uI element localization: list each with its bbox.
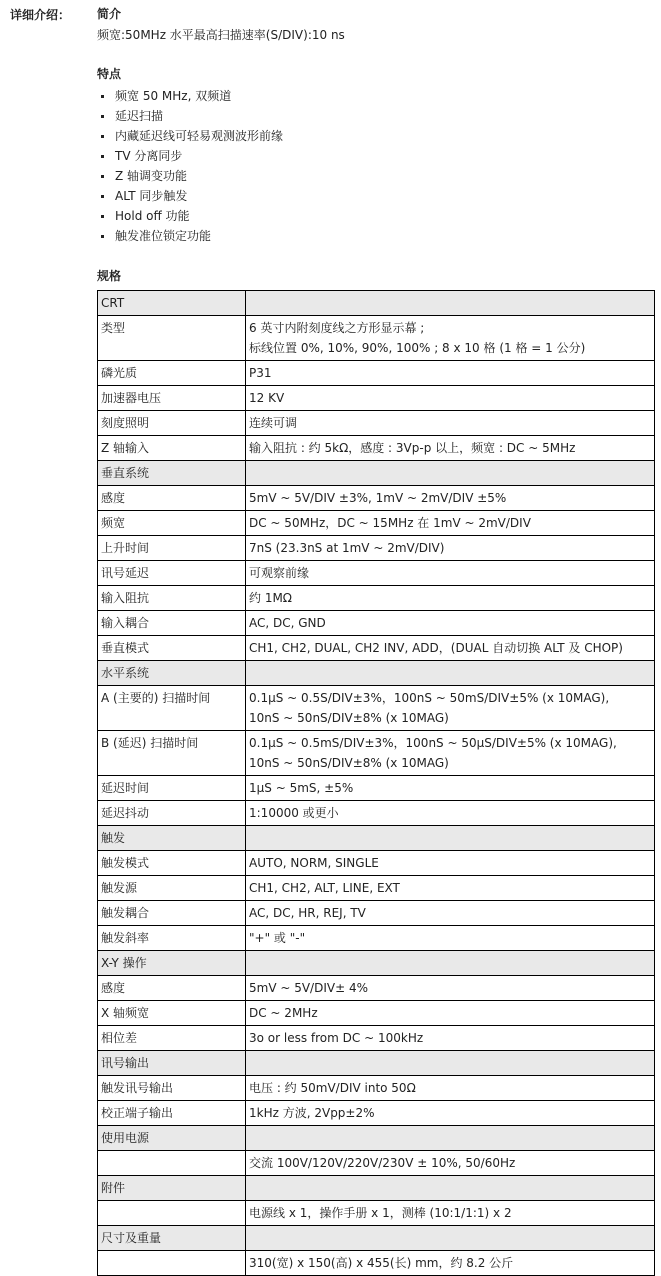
- spec-value-line: 0.1μS ~ 0.5S/DIV±3%，100nS ~ 50mS/DIV±5% (x 10MAG),: [249, 691, 610, 705]
- spec-value: [246, 1201, 655, 1226]
- feature-item: [97, 146, 655, 166]
- intro-text: 频宽:50MHz 水平最高扫描速率(S/DIV):10 ns: [97, 28, 345, 42]
- spec-label: 垂直模式: [98, 636, 246, 661]
- features-heading: 特点: [97, 67, 122, 81]
- bullet-icon: [101, 155, 104, 158]
- spec-label: 延迟抖动: [98, 801, 246, 826]
- spec-group-filler: [246, 1226, 655, 1251]
- spec-label: 感度: [98, 486, 246, 511]
- spec-label: 相位差: [98, 1026, 246, 1051]
- spec-label: A (主要的) 扫描时间: [98, 686, 246, 731]
- spec-row: [98, 411, 655, 436]
- spec-value-line: CH1, CH2, DUAL, CH2 INV, ADD，(DUAL 自动切换 ALT 及 CHOP): [249, 641, 623, 655]
- spec-value-line: 6 英寸内附刻度线之方形显示幕 ;: [249, 321, 425, 335]
- spec-value: [246, 511, 655, 536]
- spec-group-filler: [246, 291, 655, 316]
- spec-label: 校正端子输出: [98, 1101, 246, 1126]
- spec-value-line: 电源线 x 1，操作手册 x 1，测棒 (10:1/1:1) x 2: [249, 1206, 512, 1220]
- spec-value: [246, 1076, 655, 1101]
- spec-row: [98, 436, 655, 461]
- spec-row: [98, 1026, 655, 1051]
- spec-value: [246, 636, 655, 661]
- feature-item: [97, 106, 655, 126]
- spec-value: [246, 901, 655, 926]
- spec-value: [246, 1151, 655, 1176]
- spec-row: [98, 776, 655, 801]
- spec-value: [246, 436, 655, 461]
- bullet-icon: [101, 235, 104, 238]
- spec-group-name: 使用电源: [98, 1126, 246, 1151]
- spec-group-filler: [246, 1176, 655, 1201]
- spec-value-line: 12 KV: [249, 391, 285, 405]
- spec-row: [98, 511, 655, 536]
- spec-row: [98, 386, 655, 411]
- spec-group-name: 触发: [98, 826, 246, 851]
- spec-value: [246, 316, 655, 361]
- spec-label: 触发斜率: [98, 926, 246, 951]
- spec-group-row: [98, 1051, 655, 1076]
- spec-value: [246, 486, 655, 511]
- spec-value-line: CH1, CH2, ALT, LINE, EXT: [249, 881, 400, 895]
- spec-row: [98, 876, 655, 901]
- spec-value-line: 310(宽) x 150(高) x 455(长) mm，约 8.2 公斤: [249, 1256, 514, 1270]
- specs-table: [97, 290, 655, 1276]
- spec-value: [246, 686, 655, 731]
- spec-row: [98, 636, 655, 661]
- spec-value-line: 输入阻抗 : 约 5kΩ，感度 : 3Vp-p 以上，频宽 : DC ~ 5MHz: [249, 441, 576, 455]
- spec-row: [98, 926, 655, 951]
- spec-value-line: "+" 或 "-": [249, 931, 306, 945]
- feature-item: [97, 186, 655, 206]
- spec-group-row: [98, 826, 655, 851]
- spec-value-line: DC ~ 2MHz: [249, 1006, 318, 1020]
- feature-item: [97, 166, 655, 186]
- spec-value: [246, 411, 655, 436]
- spec-row: [98, 731, 655, 776]
- intro-heading: 简介: [97, 7, 122, 21]
- spec-value: [246, 851, 655, 876]
- spec-row: [98, 486, 655, 511]
- spec-row: [98, 801, 655, 826]
- spec-label: [98, 1151, 246, 1176]
- spec-group-name: 尺寸及重量: [98, 1226, 246, 1251]
- features-list: [97, 86, 655, 246]
- spec-label: 频宽: [98, 511, 246, 536]
- spec-row: [98, 1076, 655, 1101]
- spec-label: 触发讯号输出: [98, 1076, 246, 1101]
- spec-value-line: 约 1MΩ: [249, 591, 292, 605]
- spec-row: [98, 1201, 655, 1226]
- spec-label: 刻度照明: [98, 411, 246, 436]
- spec-value-line: AUTO, NORM, SINGLE: [249, 856, 379, 870]
- spec-group-name: 讯号输出: [98, 1051, 246, 1076]
- spec-group-filler: [246, 1126, 655, 1151]
- spec-row: [98, 611, 655, 636]
- spec-row: [98, 536, 655, 561]
- spec-value-line: P31: [249, 366, 272, 380]
- spec-row: [98, 976, 655, 1001]
- spec-group-row: [98, 1126, 655, 1151]
- spec-label: B (延迟) 扫描时间: [98, 731, 246, 776]
- spec-value: [246, 536, 655, 561]
- spec-row: [98, 561, 655, 586]
- bullet-icon: [101, 115, 104, 118]
- spec-label: [98, 1201, 246, 1226]
- spec-group-name: 附件: [98, 1176, 246, 1201]
- spec-label: 上升时间: [98, 536, 246, 561]
- spec-value-line: 可观察前缘: [249, 566, 310, 580]
- spec-value-line: 电压 : 约 50mV/DIV into 50Ω: [249, 1081, 416, 1095]
- spec-label: X 轴频宽: [98, 1001, 246, 1026]
- feature-item: [97, 86, 655, 106]
- feature-text: Z 轴调变功能: [115, 169, 188, 183]
- spec-value: [246, 386, 655, 411]
- spec-value-line: 5mV ~ 5V/DIV± 4%: [249, 981, 368, 995]
- spec-group-row: [98, 1226, 655, 1251]
- spec-label: 讯号延迟: [98, 561, 246, 586]
- feature-text: Hold off 功能: [115, 209, 190, 223]
- spec-row: [98, 586, 655, 611]
- spec-value-line: AC, DC, GND: [249, 616, 326, 630]
- spec-label: 输入耦合: [98, 611, 246, 636]
- spec-label: 输入阻抗: [98, 586, 246, 611]
- feature-text: ALT 同步触发: [115, 189, 188, 203]
- spec-value-line: 1kHz 方波, 2Vpp±2%: [249, 1106, 375, 1120]
- feature-item: [97, 226, 655, 246]
- feature-text: 频宽 50 MHz, 双频道: [115, 89, 232, 103]
- spec-value-line: DC ~ 50MHz，DC ~ 15MHz 在 1mV ~ 2mV/DIV: [249, 516, 531, 530]
- feature-text: 延迟扫描: [115, 109, 164, 123]
- spec-value-line: 交流 100V/120V/220V/230V ± 10%, 50/60Hz: [249, 1156, 516, 1170]
- spec-value-line: 7nS (23.3nS at 1mV ~ 2mV/DIV): [249, 541, 445, 555]
- spec-label: 延迟时间: [98, 776, 246, 801]
- spec-value-line: 1:10000 或更小: [249, 806, 339, 820]
- spec-row: [98, 1001, 655, 1026]
- spec-value-line: 标线位置 0%, 10%, 90%, 100% ; 8 x 10 格 (1 格 = 1 公分): [249, 341, 586, 355]
- spec-value: [246, 586, 655, 611]
- spec-value: [246, 731, 655, 776]
- spec-group-row: [98, 291, 655, 316]
- spec-value-line: 0.1μS ~ 0.5mS/DIV±3%，100nS ~ 50μS/DIV±5% (x 10MAG),: [249, 736, 617, 750]
- spec-value-line: 10nS ~ 50nS/DIV±8% (x 10MAG): [249, 711, 449, 725]
- spec-label: 触发源: [98, 876, 246, 901]
- spec-value: [246, 876, 655, 901]
- spec-group-filler: [246, 826, 655, 851]
- spec-label: 磷光质: [98, 361, 246, 386]
- feature-text: 触发准位锁定功能: [115, 229, 212, 243]
- bullet-icon: [101, 175, 104, 178]
- spec-value: [246, 926, 655, 951]
- spec-value-line: 10nS ~ 50nS/DIV±8% (x 10MAG): [249, 756, 449, 770]
- feature-item: [97, 206, 655, 226]
- spec-value-line: 连续可调: [249, 416, 298, 430]
- spec-value: [246, 1251, 655, 1276]
- spec-group-filler: [246, 1051, 655, 1076]
- spec-row: [98, 686, 655, 731]
- feature-text: 内藏延迟线可轻易观测波形前缘: [115, 129, 284, 143]
- specs-heading: 规格: [97, 269, 122, 283]
- spec-label: Z 轴输入: [98, 436, 246, 461]
- spec-row: [98, 361, 655, 386]
- spec-group-filler: [246, 951, 655, 976]
- spec-group-name: 垂直系统: [98, 461, 246, 486]
- spec-group-row: [98, 461, 655, 486]
- spec-group-row: [98, 1176, 655, 1201]
- spec-value: [246, 1101, 655, 1126]
- spec-value: [246, 776, 655, 801]
- spec-value-line: 5mV ~ 5V/DIV ±3%, 1mV ~ 2mV/DIV ±5%: [249, 491, 507, 505]
- spec-group-name: 水平系统: [98, 661, 246, 686]
- bullet-icon: [101, 135, 104, 138]
- spec-group-name: CRT: [98, 291, 246, 316]
- detail-intro-label: 详细介绍：: [10, 8, 71, 22]
- spec-label: 触发模式: [98, 851, 246, 876]
- spec-group-filler: [246, 661, 655, 686]
- product-description: [97, 6, 655, 1276]
- spec-value: [246, 361, 655, 386]
- spec-value-line: 3o or less from DC ~ 100kHz: [249, 1031, 424, 1045]
- spec-value: [246, 611, 655, 636]
- spec-label: 感度: [98, 976, 246, 1001]
- spec-row: [98, 1101, 655, 1126]
- spec-value: [246, 561, 655, 586]
- spec-group-name: X-Y 操作: [98, 951, 246, 976]
- spec-label: 触发耦合: [98, 901, 246, 926]
- spec-value-line: 1μS ~ 5mS, ±5%: [249, 781, 354, 795]
- bullet-icon: [101, 95, 104, 98]
- spec-group-filler: [246, 461, 655, 486]
- spec-group-row: [98, 951, 655, 976]
- spec-value: [246, 1001, 655, 1026]
- spec-value-line: AC, DC, HR, REJ, TV: [249, 906, 366, 920]
- spec-label: 加速器电压: [98, 386, 246, 411]
- bullet-icon: [101, 195, 104, 198]
- spec-row: [98, 851, 655, 876]
- spec-group-row: [98, 661, 655, 686]
- spec-label: [98, 1251, 246, 1276]
- spec-value: [246, 1026, 655, 1051]
- spec-row: [98, 1251, 655, 1276]
- bullet-icon: [101, 215, 104, 218]
- spec-label: 类型: [98, 316, 246, 361]
- spec-value: [246, 801, 655, 826]
- feature-item: [97, 126, 655, 146]
- spec-row: [98, 316, 655, 361]
- spec-row: [98, 1151, 655, 1176]
- spec-value: [246, 976, 655, 1001]
- feature-text: TV 分离同步: [115, 149, 183, 163]
- spec-row: [98, 901, 655, 926]
